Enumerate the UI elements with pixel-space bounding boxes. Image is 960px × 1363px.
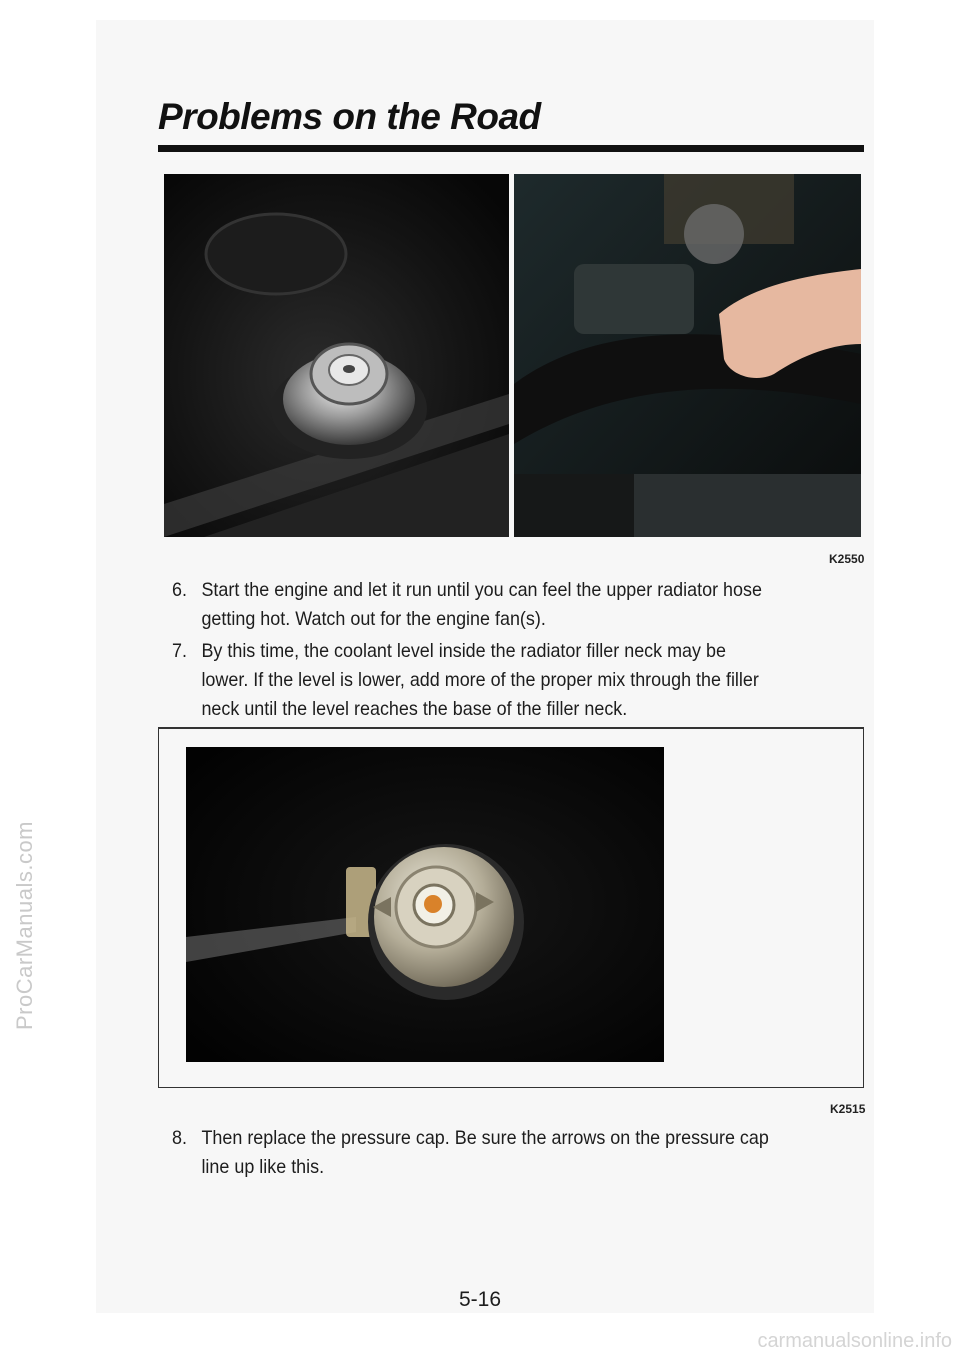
- step-text-line: Start the engine and let it run until you can feel the upper radiator hose: [201, 579, 762, 601]
- figure-code: K2550: [829, 552, 865, 566]
- step-number: 8.: [172, 1127, 187, 1149]
- photo-pressure-cap: [186, 747, 664, 1062]
- bottom-watermark: carmanualsonline.info: [757, 1330, 952, 1352]
- step-text-line: By this time, the coolant level inside the radiator filler neck may be: [201, 640, 726, 662]
- step-text-line: neck until the level reaches the base of the filler neck.: [201, 698, 628, 720]
- title-rule: [158, 145, 864, 152]
- page-number: 5-16: [458, 1288, 502, 1311]
- step-number: 6.: [172, 579, 187, 601]
- side-watermark: ProCarManuals.com: [12, 820, 37, 1030]
- step-7: [172, 637, 805, 724]
- step-6: [172, 576, 805, 634]
- figure-code: K2515: [830, 1102, 866, 1116]
- photo-upper-radiator-hose: [514, 174, 861, 537]
- step-text-line: line up like this.: [201, 1156, 325, 1178]
- section-title: Problems on the Road: [158, 96, 541, 137]
- photo-radiator-cap-top: [164, 174, 509, 537]
- step-text-line: Then replace the pressure cap. Be sure the arrows on the pressure cap: [201, 1127, 769, 1149]
- step-number: 7.: [172, 640, 187, 662]
- step-8: [172, 1124, 805, 1182]
- step-text-line: lower. If the level is lower, add more of the proper mix through the filler: [201, 669, 759, 691]
- step-text-line: getting hot. Watch out for the engine fan(s).: [201, 608, 546, 630]
